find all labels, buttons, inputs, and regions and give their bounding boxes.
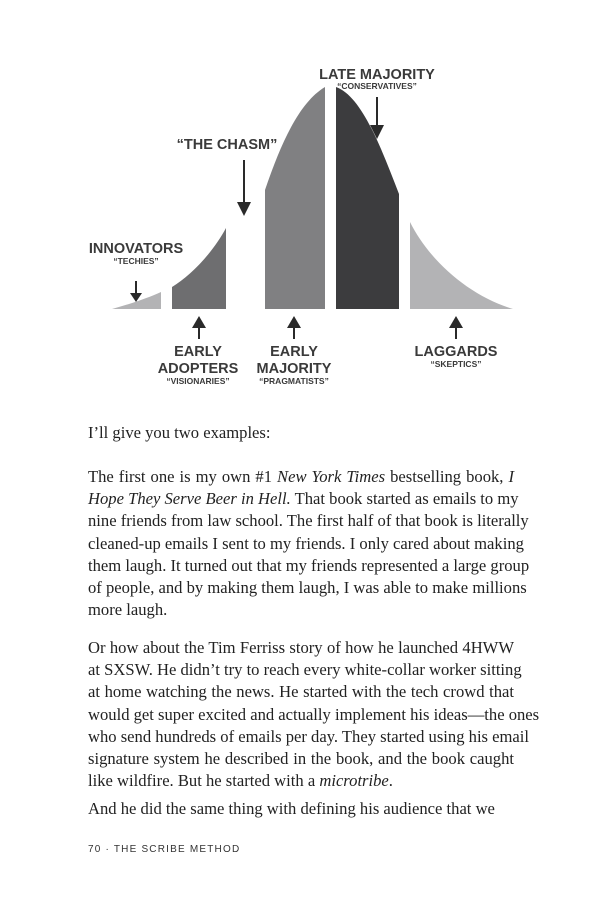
text-line: of people, and by making them laugh, I was able to make millions (88, 578, 527, 598)
text-line: Or how about the Tim Ferriss story of how he launched 4HWW (88, 638, 514, 657)
early-adopters-sublabel: “VISIONARIES” (166, 376, 230, 386)
text-line: The first one is my own #1 New York Times bestselling book, I (88, 467, 514, 486)
text-line: them laugh. It turned out that my friends represented a large group (88, 555, 530, 575)
early-majority-label-line2: MAJORITY (256, 361, 332, 377)
arrow-up-early-adopters (192, 316, 206, 339)
early-majority-label-line1: EARLY (270, 344, 318, 360)
innovators-sublabel: “TECHIES” (113, 256, 159, 266)
early-majority-sublabel: “PRAGMATISTS” (259, 376, 329, 386)
italic-text: microtribe (319, 771, 389, 791)
text-line: And he did the same thing with defining his audience that we (88, 799, 495, 818)
late-majority-label: LATE MAJORITY (319, 67, 435, 83)
text-line: at home watching the news. He started with the tech crowd that (88, 682, 514, 702)
laggards-label: LAGGARDS (414, 344, 498, 360)
paragraph-closing (88, 798, 514, 820)
text-line: I’ll give you two examples: (88, 423, 271, 442)
early-adopters-label-line1: EARLY (174, 344, 222, 360)
text-line: would get super excited and actually implement his ideas—the ones (88, 704, 540, 724)
text-line: signature system he described in the book, and the book caught (88, 749, 514, 769)
technology-adoption-curve (0, 0, 600, 400)
text-line: nine friends from law school. The first half of that book is literally (88, 511, 529, 531)
arrow-down-innovators (130, 281, 142, 302)
early-adopters-label-line2: ADOPTERS (157, 361, 239, 377)
text-line: like wildfire. But he started with a microtribe. (88, 771, 393, 791)
book-title: THE SCRIBE METHOD (113, 844, 241, 855)
italic-text: Hope They Serve Beer in Hell. (88, 489, 291, 509)
late-majority-sublabel: “CONSERVATIVES” (337, 81, 417, 91)
paragraph-intro (88, 422, 514, 444)
innovators-label: INNOVATORS (88, 241, 184, 257)
text-line: at SXSW. He didn’t try to reach every white-collar worker sitting (88, 660, 522, 680)
italic-text: New York Times (277, 467, 386, 486)
text-line: Hope They Serve Beer in Hell. That book started as emails to my (88, 489, 519, 509)
paragraph-first-example (88, 466, 530, 621)
arrow-up-laggards (449, 316, 463, 339)
text-line: more laugh. (88, 600, 168, 620)
page-number: 70 (88, 844, 102, 855)
laggards-segment (410, 222, 513, 309)
text-line: cleaned-up emails I sent to my friends. I only cared about making (88, 533, 524, 553)
arrow-up-early-majority (287, 316, 301, 339)
chasm-label: “THE CHASM” (176, 137, 278, 153)
arrow-down-chasm (237, 160, 251, 216)
footer-separator: · (105, 844, 111, 855)
late-majority-segment (336, 87, 399, 309)
page-footer (88, 844, 240, 855)
laggards-sublabel: “SKEPTICS” (430, 359, 482, 369)
early-majority-segment (265, 87, 325, 309)
text-line: who send hundreds of emails per day. They started using his email (88, 726, 530, 746)
italic-text: I (508, 467, 514, 486)
paragraph-tim-ferriss (88, 637, 540, 792)
